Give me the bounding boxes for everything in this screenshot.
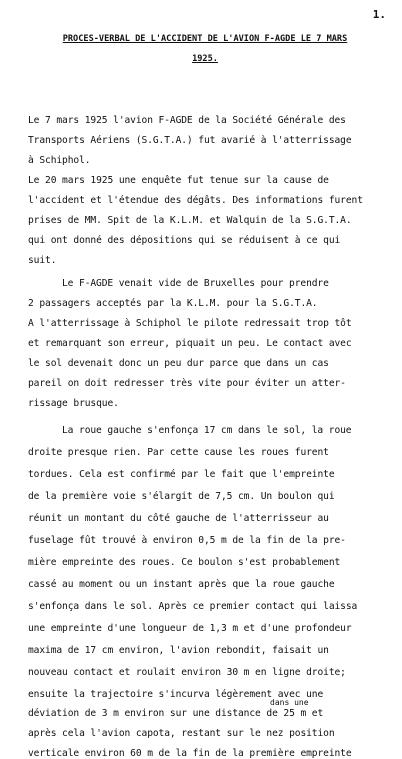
text-line: prises de MM. Spit de la K.L.M. et Walquin de la S.G.T.A. <box>28 215 352 226</box>
text-line: pareil on doit redresser très vite pour éviter un atter- <box>28 378 346 389</box>
document-title-line-2: 1925. <box>192 54 218 64</box>
text-line: Le 7 mars 1925 l'avion F-AGDE de la Société Générale des <box>28 115 346 126</box>
text-line: Transports Aériens (S.G.T.A.) fut avarié à l'atterrissage <box>28 135 352 146</box>
text-line: cassé au moment ou un instant après que la roue gauche <box>28 579 335 590</box>
text-line: Le 20 mars 1925 une enquête fut tenue sur la cause de <box>28 175 329 186</box>
text-line: droite presque rien. Par cette cause les roues furent <box>28 447 329 458</box>
text-line: ensuite la trajectoire s'incurva légèrement avec une <box>28 689 324 700</box>
text-line: après cela l'avion capota, restant sur le nez position <box>28 728 335 739</box>
text-line: rissage brusque. <box>28 398 119 409</box>
handwritten-correction: dans une <box>270 698 309 707</box>
text-line: A l'atterrissage à Schiphol le pilote redressait trop tôt <box>28 318 352 329</box>
text-line: déviation de 3 m environ sur une distance de 25 m et <box>28 708 324 719</box>
page-number: 1. <box>372 8 386 21</box>
text-line: mière empreinte des roues. Ce boulon s'est probablement <box>28 557 341 568</box>
text-line: à Schiphol. <box>28 155 91 166</box>
text-line: verticale environ 60 m de la fin de la première empreinte <box>28 748 352 759</box>
text-line: de la première voie s'élargit de 7,5 cm. Un boulon qui <box>28 491 335 502</box>
text-line: l'accident et l'étendue des dégâts. Des informations furent <box>28 195 363 206</box>
document-title-line-1: PROCES-VERBAL DE L'ACCIDENT DE L'AVION F-AGDE LE 7 MARS <box>62 34 348 44</box>
text-line: et remarquant son erreur, piquait un peu. Le contact avec <box>28 338 352 349</box>
text-line: qui ont donné des dépositions qui se réduisent à ce qui <box>28 235 341 246</box>
text-line: La roue gauche s'enfonça 17 cm dans le sol, la roue <box>62 425 352 436</box>
text-line: tordues. Cela est confirmé par le fait que l'empreinte <box>28 469 335 480</box>
text-line: Le F-AGDE venait vide de Bruxelles pour prendre <box>62 278 329 289</box>
text-line: nouveau contact et roulait environ 30 m en ligne droite; <box>28 667 346 678</box>
text-line: s'enfonça dans le sol. Après ce premier contact qui laissa <box>28 601 358 612</box>
text-line: le sol devenait donc un peu dur parce que dans un cas <box>28 358 329 369</box>
text-line: suit. <box>28 255 57 266</box>
text-line: réunit un montant du côté gauche de l'atterrisseur au <box>28 513 329 524</box>
text-line: une empreinte d'une longueur de 1,3 m et d'une profondeur <box>28 623 352 634</box>
text-line: 2 passagers acceptés par la K.L.M. pour la S.G.T.A. <box>28 298 318 309</box>
text-line: maxima de 17 cm environ, l'avion rebondit, faisait un <box>28 645 329 656</box>
text-line: fuselage fût trouvé à environ 0,5 m de la fin de la pre- <box>28 535 346 546</box>
